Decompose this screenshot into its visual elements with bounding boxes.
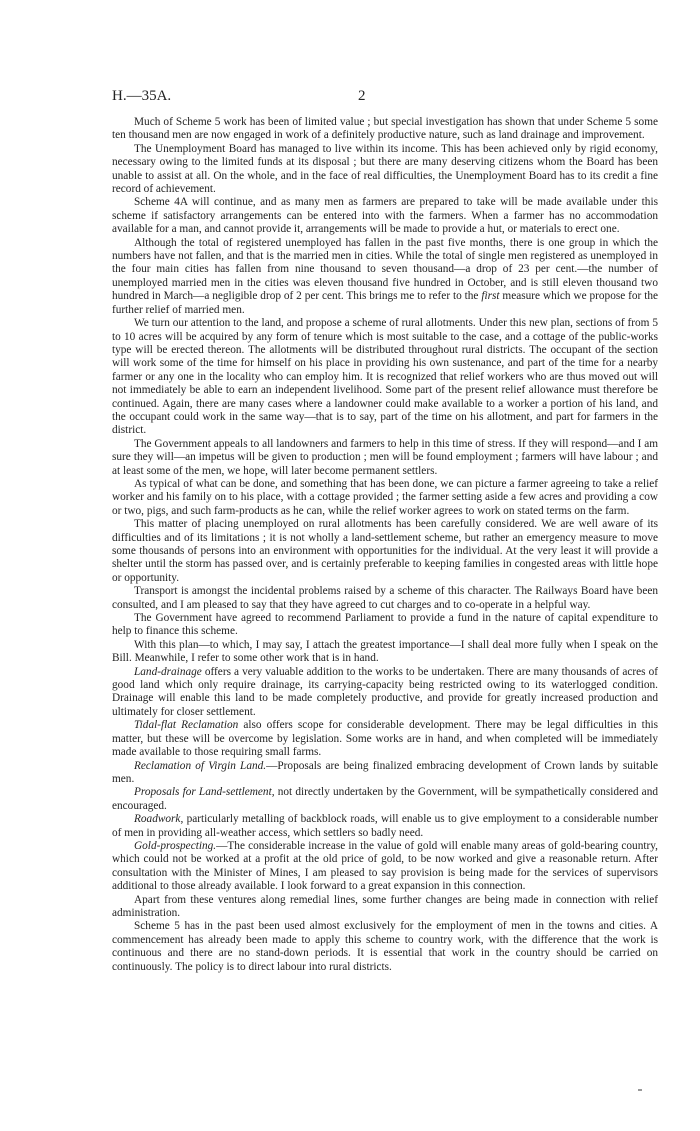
paragraph: Roadwork, particularly metalling of backblock roads, will enable us to give employment to a considerable number of men in providing all-weather access, which settlers so badly need. [112,813,658,839]
document-body [112,116,658,974]
page-header [112,88,658,116]
paragraph: Tidal-flat Reclamation also offers scope for considerable development. There may be legal difficulties in this matter, but these will be overcome by legislation. Some works are in hand, and when completed will be immediately made available to those requiring small farms. [112,719,658,759]
scan-mark [638,1089,642,1091]
paragraph: The Unemployment Board has managed to live within its income. This has been achieved only by rigid economy, necessary owing to the limited funds at its disposal ; but there are many deserving citizens whom the Board has been unable to assist at all. On the whole, and in the face of real difficulties, the Unemployment Board has to its credit a fine record of achievement. [112,142,658,196]
paragraph: Although the total of registered unemployed has fallen in the past five months, there is one group in which the numbers have not fallen, and that is the married men in cities. While the total of single men registered as unemployed in the four main cities has fallen from nine thousand to seven thousand—a drop of 23 per cent.—the number of unemployed married men in the cities was eleven thousand five hundred in October, and is still eleven thousand two hundred in March—a negligible drop of 2 per cent. This brings me to refer to the first measure which we propose for the further relief of married men. [112,236,658,316]
paragraph: Scheme 5 has in the past been used almost exclusively for the employment of men in the towns and cities. A commencement has already been made to apply this scheme to country work, with the difference that the work is continuous and there are no stand-down periods. It is essential that work in the country should be carried on continuously. The policy is to direct labour into rural districts. [112,920,658,973]
paragraph-lead: Gold-prospecting. [134,839,217,852]
paragraph: We turn our attention to the land, and propose a scheme of rural allotments. Under this new plan, sections of from 5 to 10 acres will be acquired by any form of tenure which is most suitable to the case, and a cottage of the public-works type will be erected thereon. The allotments will be distributed throughout rural districts. The occupant of the section will work some of the time for himself on his place in providing his own sustenance, and part of the time for a nearby farmer or any one in the locality who can employ him. It is recognized that relief workers who are thus moved out will not immediately be able to earn an independent livelihood. Some part of the present relief allowance must therefore be continued. Again, there are many cases where a landowner could make available to a worker a portion of his land, and the occupant could work in the same way—that is to say, part of the time on his allotment, and part for farmers in the district. [112,317,658,437]
paragraph: Transport is amongst the incidental problems raised by a scheme of this character. The Railways Board have been consulted, and I am pleased to say that they have agreed to cut charges and to co-operate in a helpful way. [112,585,658,611]
paragraph-lead: Roadwork, [134,813,184,826]
paragraph: Scheme 4A will continue, and as many men as farmers are prepared to take will be made available under this scheme if satisfactory arrangements can be entered into with the farmers. When a farmer has no accommodation available for a man, and cannot provide it, arrangements will be made to provide a hut, or materials to erect one. [112,196,658,236]
paragraph: The Government appeals to all landowners and farmers to help in this time of stress. If they will respond—and I am sure they will—an impetus will be given to production ; men will be found employment ; farmers will have labour ; and at least some of the men, we hope, will later become permanent settlers. [112,437,658,477]
page-number: 2 [358,88,366,104]
paragraph: Reclamation of Virgin Land.—Proposals are being finalized embracing development of Crown lands by suitable men. [112,759,658,785]
paragraph: Land-drainage offers a very valuable addition to the works to be undertaken. There are many thousands of acres of good land which only require drainage, its carrying-capacity being restricted owing to its waterlogged condition. Drainage will enable this land to be made completely productive, and provide for greatly increased production and ultimately for closer settlement. [112,665,658,718]
paragraph: Proposals for Land-settlement, not directly undertaken by the Government, will be sympathetically considered and encouraged. [112,786,658,812]
paragraph: The Government have agreed to recommend Parliament to provide a fund in the nature of capital expenditure to help to finance this scheme. [112,612,658,638]
paragraph: Much of Scheme 5 work has been of limited value ; but special investigation has shown that under Scheme 5 some ten thousand men are now engaged in work of a definitely productive nature, such as land drainage and improvement. [112,116,658,142]
document-code: H.—35A. [112,88,172,104]
paragraph: With this plan—to which, I may say, I attach the greatest importance—I shall deal more fully when I speak on the Bill. Meanwhile, I refer to some other work that is in hand. [112,638,658,665]
paragraph-lead: Tidal-flat Reclamation [134,719,239,732]
paragraph: Gold-prospecting.—The considerable increase in the value of gold will enable many areas of gold-bearing country, which could not be worked at a profit at the old price of gold, to be now worked and give a reasonable return. After consultation with the Minister of Mines, I am pleased to say provision is being made for the services of supervisors additional to those already available. I look forward to a great expansion in this connection. [112,839,658,893]
paragraph: This matter of placing unemployed on rural allotments has been carefully considered. We are well aware of its difficulties and of its limitations ; it is not wholly a land-settlement scheme, but rather an emergency measure to move some thousands of persons into an environment with opportunities for the individual. At the very least it will provide a shelter until the storm has passed over, and is certainly preferable to keeping families in congested areas with little hope or opportunity. [112,518,658,584]
paragraph: As typical of what can be done, and something that has been done, we can picture a farmer agreeing to take a relief worker and his family on to his place, with a cottage provided ; the farmer setting aside a few acres and providing a cow or two, pigs, and such farm-products as he can, while the relief worker agrees to work on stated terms on the farm. [112,477,658,517]
paragraph: Apart from these ventures along remedial lines, some further changes are being made in connection with relief administration. [112,893,658,919]
paragraph-lead: Proposals for Land-settlement, [134,786,275,799]
emphasis: first [481,290,500,303]
paragraph-lead: Land-drainage [134,665,202,678]
paragraph-lead: Reclamation of Virgin Land. [134,759,267,772]
